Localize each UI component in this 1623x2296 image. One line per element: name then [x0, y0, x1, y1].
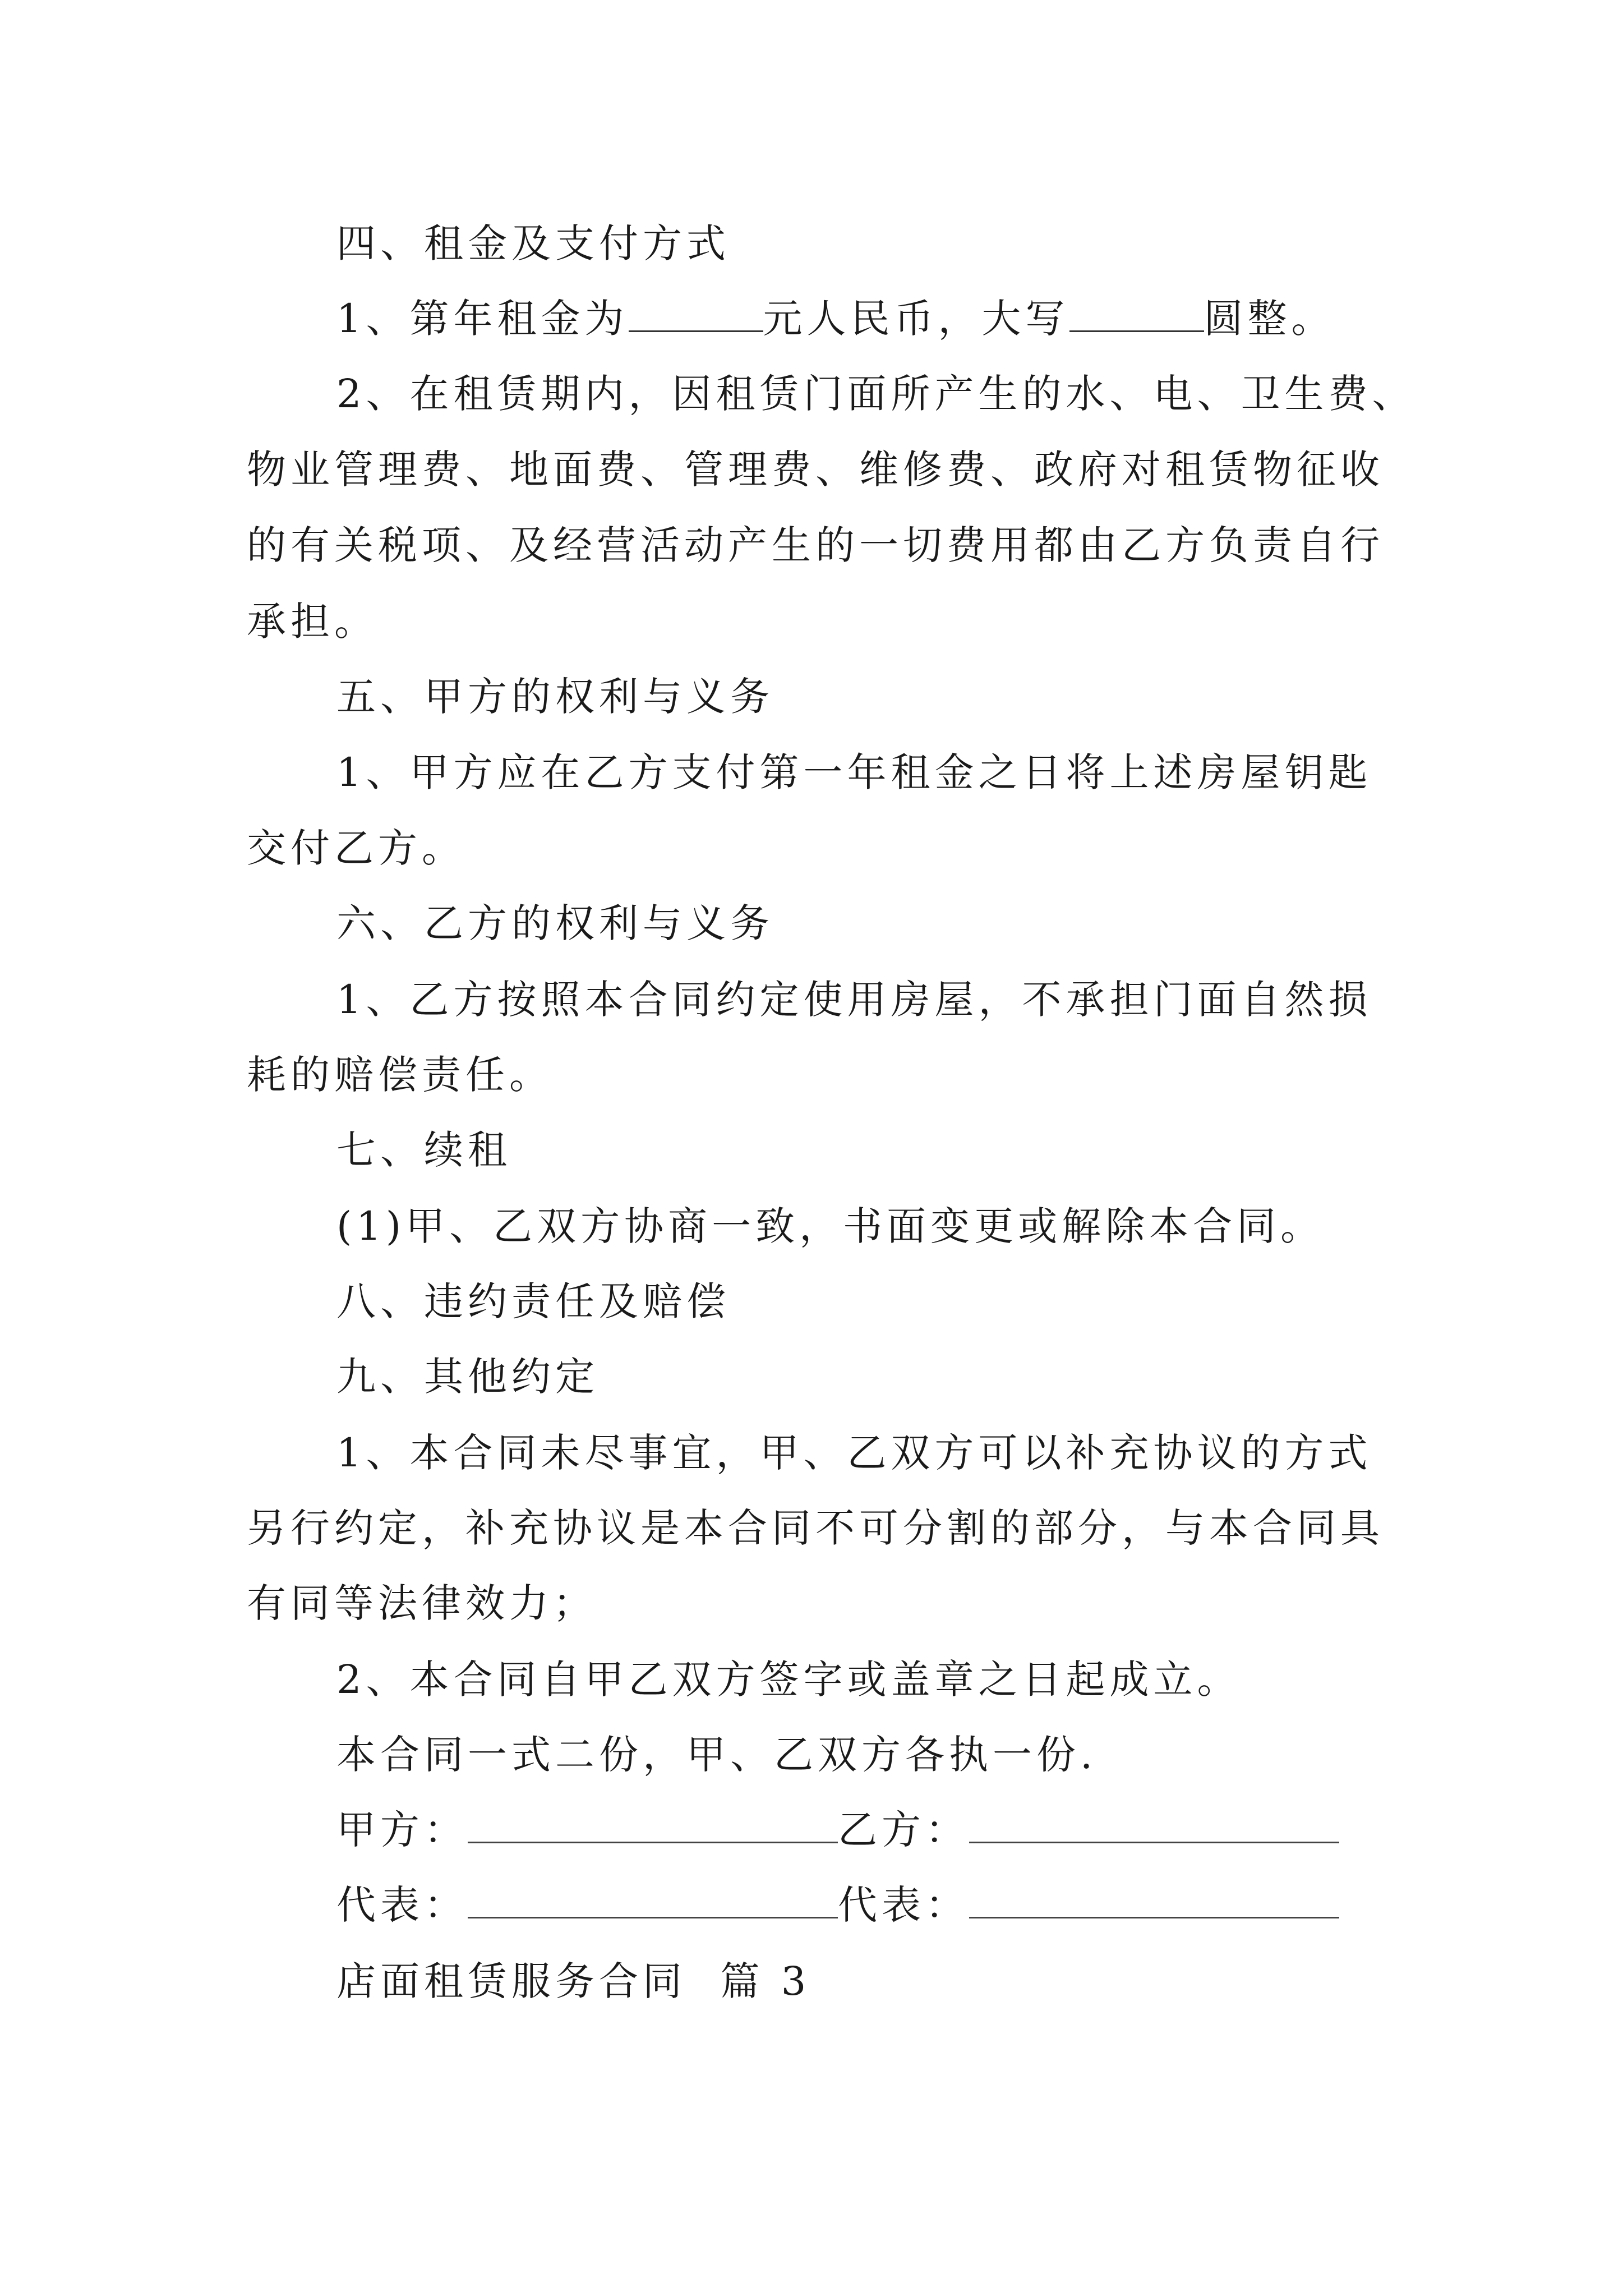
section-4-item-2-line-2: 物业管理费、地面费、管理费、维修费、政府对租赁物征收: [247, 447, 1384, 493]
section-6-heading: 六、乙方的权利与义务: [336, 900, 774, 946]
section-9-item-2: 2、本合同自甲乙双方签字或盖章之日起成立。: [336, 1657, 1241, 1703]
section-6-item-1-line-1: 1、乙方按照本合同约定使用房屋，不承担门面自然损: [336, 977, 1372, 1023]
rent-amount-blank: [629, 299, 763, 332]
section-7-item-1: (1)甲、乙双方协商一致，书面变更或解除本合同。: [336, 1203, 1325, 1249]
section-5-heading: 五、甲方的权利与义务: [336, 674, 774, 720]
section-4-item-2-line-3: 的有关税项、及经营活动产生的一切费用都由乙方负责自行: [247, 522, 1384, 568]
section-8-heading: 八、违约责任及赔偿: [336, 1278, 730, 1324]
party-a-signature-line: [468, 1810, 838, 1843]
section-4-item-1: [336, 295, 1475, 342]
section-6-item-1-line-2: 耗的赔偿责任。: [247, 1052, 553, 1098]
rep-a-label: 代表：: [336, 1882, 468, 1928]
rep-b-label: 代表：: [838, 1882, 969, 1928]
copies-statement: 本合同一式二份，甲、乙双方各执一份.: [336, 1732, 1098, 1778]
section-5-item-1-line-2: 交付乙方。: [247, 825, 465, 871]
rent-text-c: 圆整。: [1204, 296, 1335, 342]
rep-b-signature-line: [969, 1885, 1339, 1918]
next-contract-title: 店面租赁服务合同 篇 3: [336, 1958, 811, 2004]
rent-amount-uppercase-blank: [1069, 299, 1204, 332]
rent-text-b: 元人民币，大写: [763, 296, 1069, 342]
section-9-item-1-line-2: 另行约定，补充协议是本合同不可分割的部分，与本合同具: [247, 1505, 1384, 1551]
section-4-heading: 四、租金及支付方式: [336, 220, 730, 266]
section-4-item-2-line-1: 2、在租赁期内，因租赁门面所产生的水、电、卫生费、: [336, 371, 1416, 417]
section-4-item-2-line-4: 承担。: [247, 599, 378, 645]
section-5-item-1-line-1: 1、甲方应在乙方支付第一年租金之日将上述房屋钥匙: [336, 749, 1372, 795]
party-b-label: 乙方：: [838, 1807, 969, 1853]
party-b-signature-line: [969, 1810, 1339, 1843]
rent-text-a: 1、第年租金为: [336, 296, 629, 342]
section-9-heading: 九、其他约定: [336, 1354, 599, 1400]
party-a-label: 甲方：: [336, 1807, 468, 1853]
representative-signature-row: [336, 1881, 1339, 1929]
section-9-item-1-line-3: 有同等法律效力；: [247, 1580, 597, 1626]
party-signature-row: [336, 1806, 1339, 1853]
section-7-heading: 七、续租: [336, 1127, 511, 1173]
section-9-item-1-line-1: 1、本合同未尽事宜，甲、乙双方可以补充协议的方式: [336, 1430, 1372, 1476]
rep-a-signature-line: [468, 1885, 838, 1918]
